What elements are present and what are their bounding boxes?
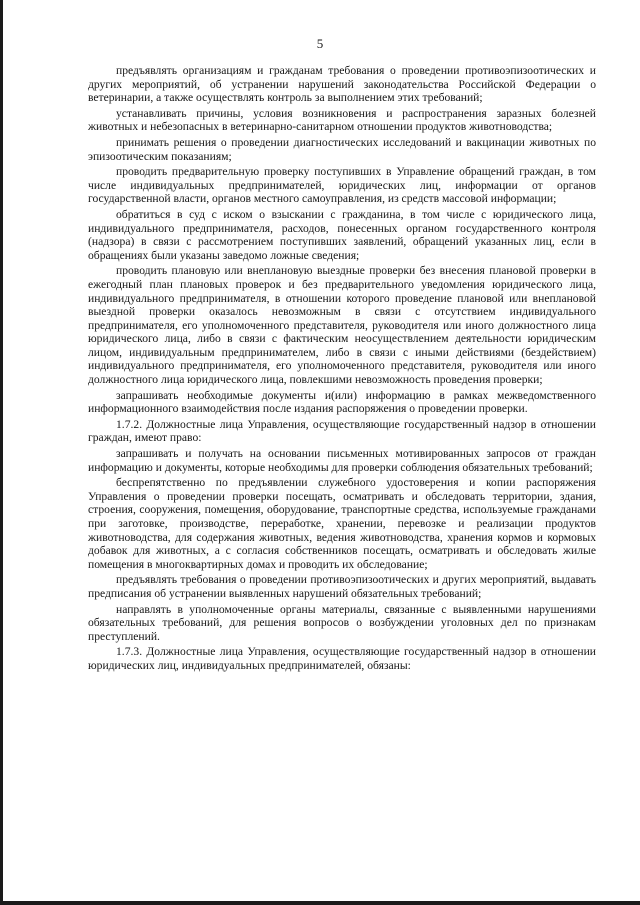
paragraph-section-1-7-3: 1.7.3. Должностные лица Управления, осуществляющие государственный надзор в отношении юридических лиц, индивидуальных предпринимателей, обязаны: bbox=[88, 645, 596, 672]
page-body bbox=[88, 64, 596, 675]
paragraph-request-documents: запрашивать необходимые документы и(или) информацию в рамках межведомственного информационного взаимодействия после издания распоряжения о проведении проверки. bbox=[88, 388, 596, 416]
page-number: 5 bbox=[316, 36, 324, 51]
paragraph-preliminary-check: проводить предварительную проверку поступивших в Управление обращений граждан, в том числе индивидуальных предпринимателей, юридических лиц, информации от органов государственной власти, органов местного самоуправления, из средств массовой информации; bbox=[88, 165, 596, 206]
paragraph-unimpeded-access: беспрепятственно по предъявлении служебного удостоверения и копии распоряжения Управления о проведении проверки посещать, осматривать и обследовать территории, здания, строения, сооружения, помещения, оборудование, транспортные средства, используемые гражданами при заготовке, производстве, переработке, хранении, перевозке и реализации продуктов животноводства, для содержания животных, ведения животноводства, хранения кормов и кормовых добавок для животных, а с согласия собственников посещать, осматривать и обследовать жилые помещения в многоквартирных домах и проводить их обследование; bbox=[88, 476, 596, 571]
paragraph-issue-orders: предъявлять требования о проведении противоэпизоотических и других мероприятий, выдавать предписания об устранении выявленных нарушений обязательных требований; bbox=[88, 573, 596, 600]
paragraph-unscheduled-inspection: проводить плановую или внеплановую выездные проверки без внесения плановой проверки в ежегодный план плановых проверок и без предварительного уведомления юридического лица, индивидуального предпринимателя, в отношении которого проведение плановой или внеплановой выездной проверки оказалось невозможным в связи с отсутствием индивидуального предпринимателя, его уполномоченного представителя, руководителя или иного должностного лица юридического лица, либо в связи с фактическим неосуществлением деятельности юридическим лицом, индивидуальным предпринимателем, либо в связи с иными действиями (бездействием) индивидуального предпринимателя, его уполномоченного представителя, руководителя или иного должностного лица юридического лица, повлекшими невозможность проведения проверки; bbox=[88, 264, 596, 387]
paragraph-court-claim: обратиться в суд с иском о взыскании с гражданина, в том числе с юридического лица, индивидуального предпринимателя, расходов, понесенных органом государственного контроля (надзора) в связи с рассмотрением поступивших заявлений, обращений указанных лиц, если в обращениях были указаны заведомо ложные сведения; bbox=[88, 207, 596, 262]
paragraph-demand-requirements: предъявлять организациям и гражданам требования о проведении противоэпизоотических и других мероприятий, об устранении нарушений законодательства Российской Федерации о ветеринарии, а также осуществлять контроль за выполнением этих требований; bbox=[88, 64, 596, 105]
paragraph-establish-causes: устанавливать причины, условия возникновения и распространения заразных болезней животных и небезопасных в ветеринарно-санитарном отношении продуктов животноводства; bbox=[88, 106, 596, 134]
paragraph-diagnostic-decisions: принимать решения о проведении диагностических исследований и вакцинации животных по эпизоотическим показаниям; bbox=[88, 135, 596, 163]
scan-bottom-edge bbox=[0, 901, 640, 905]
paragraph-request-info-citizens: запрашивать и получать на основании письменных мотивированных запросов от граждан информацию и документы, которые необходимы для проверки соблюдения обязательных требований; bbox=[88, 447, 596, 474]
paragraph-section-1-7-2: 1.7.2. Должностные лица Управления, осуществляющие государственный надзор в отношении граждан, имеют право: bbox=[88, 417, 596, 445]
scan-left-edge bbox=[0, 0, 3, 905]
paragraph-send-materials: направлять в уполномоченные органы материалы, связанные с выявленными нарушениями обязательных требований, для решения вопросов о возбуждении уголовных дел по признакам преступлений. bbox=[88, 602, 596, 643]
